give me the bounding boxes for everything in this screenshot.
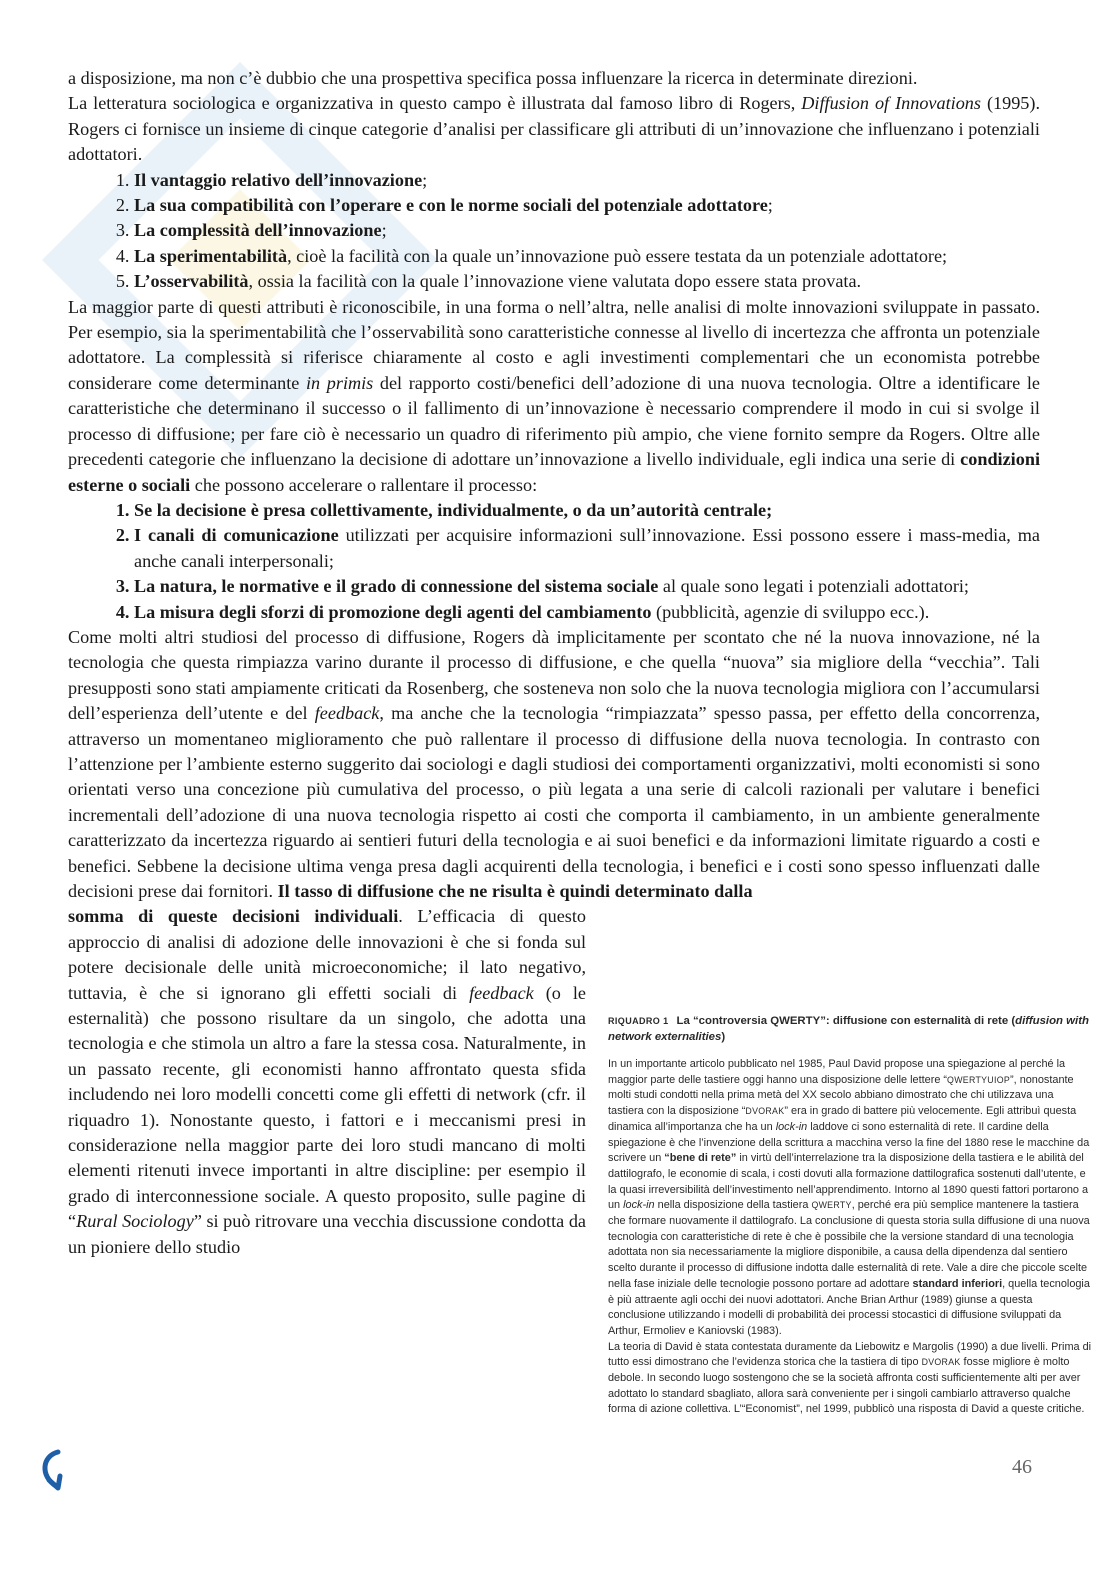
intro-paragraph — [68, 91, 1040, 167]
inset-paragraph-1: In un importante articolo pubblicato nel 1985, Paul David propose una spiegazione al perché la maggior parte delle tastiere oggi hanno una disposizione delle lettere “QWERTYUIOP”, nonostante molti studi condotti nella prima metà del XX secolo abbiano dimostrato che chi utilizzava una tastiera con la disposizione “DVORAK” era in grado di battere più velocemente. Egli attribuì questa dinamica all’importanza che ha un lock-in laddove ci sono esternalità di rete. Il cardine della spiegazione è che l’invenzione della scrittura a macchina verso la fine del 1880 rese le macchine da scrivere un “bene di rete” in virtù dell’interrelazione tra la disposizione della tastiera e le abilità del dattilografo, le economie di scala, i costi dovuti alla formazione dattilografica sostenuti dall’utente, e la quasi irreversibilità dell’investimento nell’apprendimento. Intorno al 1890 questi fattori portarono a un lock-in nella disposizione della tastiera QWERTY, perché era più semplice mantenere la tastiera che formare nuovamente il dattilografo. La conclusione di questa storia sulla diffusione di una nuova tecnologia con caratteristiche di rete è che è possibile che la versione standard di una tecnologia adottata non sia necessariamente la migliore disponibile, a causa della dipendenza dal sentiero scelto durante il processo di diffusione indotta dalle esternalità di rete. Vale a dire che piccole scelte nella fase iniziale delle tecnologie possono portare ad adottare standard inferiori, quella tecnologia è più attraente agli occhi dei nuovi adottatori. Anche Brian Arthur (1989) giunse a questa conclusione utilizzando i modelli di probabilità dei processi stocastici di diffusione sviluppati da Arthur, Ermoliev e Kaniovski (1983). — [608, 1058, 1090, 1337]
intro-text-a: La letteratura sociologica e organizzativa in questo campo è illustrata dal famoso libro di Rogers, — [68, 93, 796, 114]
inset-heading: RIQUADRO 1 La “controversia QWERTY”: diffusione con esternalità di rete (diffusion with network externalities) — [608, 1015, 1089, 1043]
list-item: 3. La natura, le normative e il grado di connessione del sistema sociale al quale sono legati i potenziali adottatori; — [134, 574, 1040, 599]
list-item: 1. Il vantaggio relativo dell’innovazione; — [134, 168, 1040, 193]
body-paragraph-2: La maggior parte di questi attributi è riconoscibile, in una forma o nell’altra, nelle analisi di molte innovazioni sviluppate in passato. Per esempio, sia la sperimentabilità che l’osservabilità sono caratteristiche connesse al livello di incertezza che affronta un potenziale adottatore. La complessità si riferisce chiaramente al costo e agli investimenti complementari che un economista potrebbe considerare come determinante in primis del rapporto costi/benefici dell’adozione di una nuova tecnologia. Oltre a identificare le caratteristiche che determinano il successo o il fallimento di un’innovazione è necessario comprendere il modo in cui si svolge il processo di diffusione; per fare ciò è necessario un quadro di riferimento più ampio, che viene fornito sempre da Rogers. Oltre alle precedenti categorie che influenzano la decisione di adottare un’innovazione a livello individuale, egli indica una serie di condizioni esterne o sociali che possono accelerare o rallentare il processo: — [68, 296, 1041, 495]
page-number: 46 — [1012, 1456, 1032, 1478]
back-arrow-icon[interactable] — [36, 1446, 68, 1492]
inset-paragraph-2: La teoria di David è stata contestata duramente da Liebowitz e Margolis (1990) a due livelli. Prima di tutto essi dimostrano che l’evidenza storica che la tastiera di tipo DVORAK fosse migliore è molto debole. In secondo luogo sostengono che se la società affronta costi sufficientemente alti per aver adottato lo standard sbagliato, allora sarà conveniente per i singoli cambiarlo attraverso qualche forma di azione collettiva. L’“Economist”, nel 1999, pubblicò una risposta di David a queste critiche. — [608, 1340, 1092, 1416]
list-item: 4. La sperimentabilità, cioè la facilità con la quale un’innovazione può essere testata da un potenziale adottatore; — [134, 244, 1040, 269]
rogers-attributes-list — [68, 168, 1040, 295]
list-item: 5. L’osservabilità, ossia la facilità con la quale l’innovazione viene valutata dopo essere stata provata. — [134, 269, 1040, 294]
list-item: 4. La misura degli sforzi di promozione degli agenti del cambiamento (pubblicità, agenzie di sviluppo ecc.). — [134, 600, 1040, 625]
external-conditions-list — [68, 498, 1040, 625]
sidebar-box-riquadro-1 — [608, 1014, 1092, 1418]
left-column-text: somma di queste decisioni individuali. L’efficacia di questo approccio di analisi di adozione delle innovazioni è che si fonda sul potere decisionale delle unità microeconomiche; il lato negativo, tuttavia, è che si ignorano gli effetti sociali di feedback (o le esternalità) che possono risultare da un singolo, che adotta una tecnologia e che stimola un altro a fare la stessa cosa. Naturalmente, in un passato recente, gli economisti hanno affrontato questa sfida includendo nei loro modelli concetti come gli effetti di network (cfr. il riquadro 1). Nonostante questo, i fattori e i meccanismi presi in considerazione nella maggior parte dei loro studi mancano di molti elementi ritenuti invece importanti in altre discipline: per esempio il grado di interconnessione sociale. A questo proposito, sulle pagine di “Rural Sociology” si può ritrovare una vecchia discussione condotta da un pioniere dello studio — [68, 906, 586, 1257]
list-item: 1. Se la decisione è presa collettivamente, individualmente, o da un’autorità centrale; — [134, 498, 1040, 523]
intro-line: a disposizione, ma non c’è dubbio che una prospettiva specifica possa influenzare la ricerca in determinate direzioni. — [68, 68, 918, 88]
body-paragraph-3: Come molti altri studiosi del processo di diffusione, Rogers dà implicitamente per scontato che né la nuova innovazione, né la tecnologia che questa rimpiazza varino durante il processo di diffusione, e che quella “nuova” sia migliore della “vecchia”. Tali presupposti sono stati ampiamente criticati da Rosenberg, che sosteneva non solo che la nuova tecnologia migliora con l’accumularsi dell’esperienza dell’utente e del feedback, ma anche che la tecnologia “rimpiazzata” spesso passa, per effetto della concorrenza, attraverso un momentaneo miglioramento che può rallentare il processo di diffusione della nuova tecnologia. In contrasto con l’attenzione per l’ambiente esterno suggerito dai sociologi e dagli studiosi dei comportamenti organizzativi, molti economisti si sono orientati verso una concezione più cumulativa del processo, o più legata a una serie di calcoli razionali per valutare i benefici incrementali dell’adozione di una nuova tecnologia rispetto ai costi che comporta il cambiamento, in un ambiente generalmente caratterizzato da incertezza riguardo ai sentieri futuri della tecnologia e ai suoi benefici e da informazioni limitate riguardo a costi e benefici. Sebbene la decisione ultima venga presa dagli acquirenti della tecnologia, i benefici e i costi sono spesso influenzati dalle decisioni prese dai fornitori. Il tasso di diffusione che ne risulta è quindi determinato dalla — [68, 626, 1040, 901]
book-title: Diffusion of Innovations — [801, 93, 981, 114]
list-item: 2. I canali di comunicazione utilizzati per acquisire informazioni sull’innovazione. Essi possono essere i mass-media, ma anche canali interpersonali; — [134, 523, 1040, 574]
intro-text-b: (1995). Rogers ci fornisce un insieme di cinque categorie d’analisi per classificare gli attributi di un’innovazione che influenzano i potenziali adottatori. — [68, 93, 1041, 165]
list-item: 2. La sua compatibilità con l’operare e con le norme sociali del potenziale adottatore; — [134, 193, 1040, 218]
list-item: 3. La complessità dell’innovazione; — [134, 218, 1040, 243]
